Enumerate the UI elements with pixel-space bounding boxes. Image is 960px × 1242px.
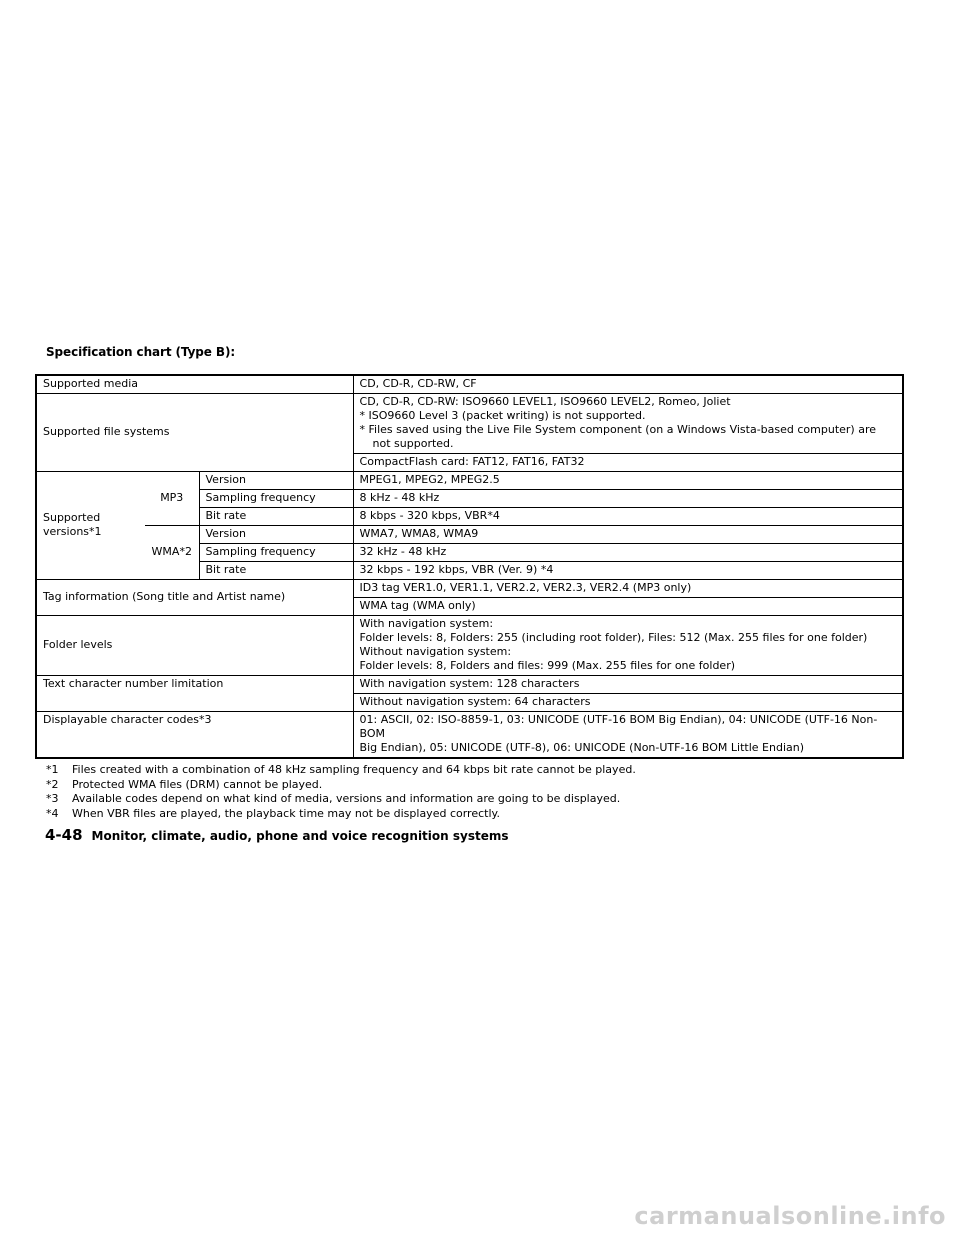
tag-info-wma-value: WMA tag (WMA only) (353, 598, 903, 616)
mp3-version-value: MPEG1, MPEG2, MPEG2.5 (353, 472, 903, 490)
folder-levels-label: Folder levels (36, 616, 353, 676)
char-codes-label: Displayable character codes*3 (36, 712, 353, 759)
footnote-text: When VBR files are played, the playback time may not be displayed correctly. (72, 806, 500, 820)
file-systems-label: Supported file systems (36, 394, 353, 472)
table-row (36, 526, 903, 544)
footnotes (46, 763, 636, 821)
mp3-sampling-label: Sampling frequency (199, 490, 353, 508)
wma-sampling-value: 32 kHz - 48 kHz (353, 544, 903, 562)
text-limit-without-nav-value: Without navigation system: 64 characters (353, 694, 903, 712)
footnote-text: Files created with a combination of 48 kHz sampling frequency and 64 kbps bit rate cannot be played. (72, 763, 636, 776)
folder-levels-value (353, 616, 903, 676)
supported-media-value: CD, CD-R, CD-RW, CF (353, 375, 903, 394)
footnote (46, 763, 636, 778)
page-footer (45, 826, 509, 844)
folder-levels-line: Folder levels: 8, Folders: 255 (including root folder), Files: 512 (Max. 255 files for one folder) (359, 631, 868, 644)
chart-heading: Specification chart (Type B): (46, 345, 236, 359)
table-row (36, 580, 903, 598)
wma-bitrate-value: 32 kbps - 192 kbps, VBR (Ver. 9) *4 (353, 562, 903, 580)
wma-version-label: Version (199, 526, 353, 544)
char-codes-line: Big Endian), 05: UNICODE (UTF-8), 06: UNICODE (Non-UTF-16 BOM Little Endian) (359, 741, 805, 754)
supported-versions-label: Supported versions*1 (36, 472, 145, 580)
mp3-bitrate-value: 8 kbps - 320 kbps, VBR*4 (353, 508, 903, 526)
file-systems-cd-note: * Files saved using the Live File System component (on a Windows Vista-based computer) are (359, 423, 876, 436)
specification-table (35, 374, 904, 759)
table-row (36, 676, 903, 694)
folder-levels-line: With navigation system: (359, 617, 494, 630)
file-systems-cd-line: CD, CD-R, CD-RW: ISO9660 LEVEL1, ISO9660 LEVEL2, Romeo, Joliet (359, 395, 731, 408)
wma-version-value: WMA7, WMA8, WMA9 (353, 526, 903, 544)
file-systems-cd-note: * ISO9660 Level 3 (packet writing) is not supported. (359, 409, 646, 422)
mp3-bitrate-label: Bit rate (199, 508, 353, 526)
tag-info-id3-value: ID3 tag VER1.0, VER1.1, VER2.2, VER2.3, VER2.4 (MP3 only) (353, 580, 903, 598)
text-limit-label: Text character number limitation (36, 676, 353, 712)
table-row (36, 394, 903, 454)
file-systems-cd-value (353, 394, 903, 454)
footnote (46, 778, 636, 793)
mp3-label: MP3 (145, 472, 199, 526)
table-row (36, 375, 903, 394)
footnote-text: Protected WMA files (DRM) cannot be played. (72, 777, 323, 791)
table-row (36, 616, 903, 676)
wma-label: WMA*2 (145, 526, 199, 580)
tag-info-label: Tag information (Song title and Artist name) (36, 580, 353, 616)
char-codes-line: 01: ASCII, 02: ISO-8859-1, 03: UNICODE (UTF-16 BOM Big Endian), 04: UNICODE (UTF-16 Non-BOM (359, 713, 878, 740)
mp3-version-label: Version (199, 472, 353, 490)
supported-media-label: Supported media (36, 375, 353, 394)
footnote-mark: *4 (46, 806, 59, 820)
footnote-mark: *2 (46, 777, 59, 791)
char-codes-value (353, 712, 903, 759)
table-row (36, 472, 903, 490)
wma-bitrate-label: Bit rate (199, 562, 353, 580)
footnote (46, 792, 636, 807)
folder-levels-line: Folder levels: 8, Folders and files: 999 (Max. 255 files for one folder) (359, 659, 736, 672)
file-systems-cf-value: CompactFlash card: FAT12, FAT16, FAT32 (353, 454, 903, 472)
section-title: Monitor, climate, audio, phone and voice recognition systems (91, 829, 509, 843)
mp3-sampling-value: 8 kHz - 48 kHz (353, 490, 903, 508)
footnote-mark: *1 (46, 763, 59, 776)
footnote (46, 807, 636, 822)
folder-levels-line: Without navigation system: (359, 645, 512, 658)
file-systems-cd-note: not supported. (372, 437, 454, 450)
footnote-text: Available codes depend on what kind of media, versions and information are going to be displayed. (72, 792, 621, 805)
table-row (36, 712, 903, 759)
text-limit-with-nav-value: With navigation system: 128 characters (353, 676, 903, 694)
page-number: 4-48 (45, 826, 83, 844)
watermark: carmanualsonline.info (634, 1202, 946, 1230)
wma-sampling-label: Sampling frequency (199, 544, 353, 562)
footnote-mark: *3 (46, 792, 59, 805)
